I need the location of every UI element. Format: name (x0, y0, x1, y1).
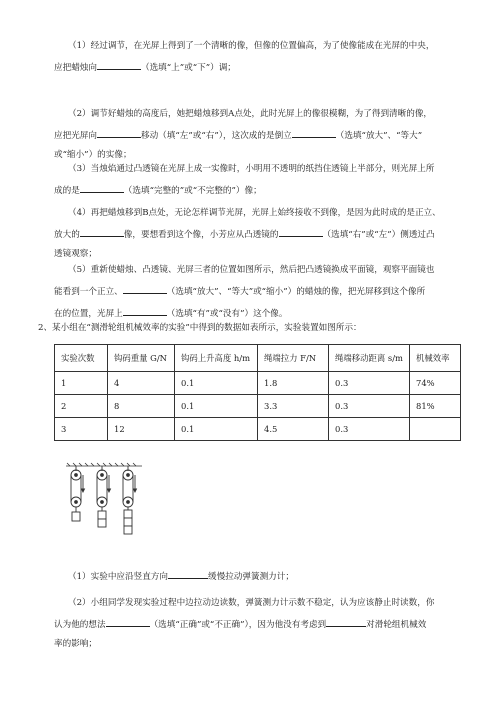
q2-title: 2、某小组在“测滑轮组机械效率的实验”中得到的数据如表所示，实验装置如图所示： (38, 323, 362, 333)
pulley-apparatus-figure (64, 462, 144, 542)
q1-4-text-d: 透镜观察； (54, 249, 97, 259)
q1-2-text-d: 或“缩小”）的实像； (54, 150, 132, 160)
answer-blank[interactable] (123, 283, 167, 294)
q1-4-text-a: 放大的 (54, 230, 80, 240)
answer-blank[interactable] (168, 568, 208, 579)
table-cell: 3.3 (258, 395, 329, 418)
table-cell: 74% (409, 372, 460, 395)
q2-1-text-b: 缓慢拉动弹簧测力计； (208, 572, 294, 582)
q2-sub-2 (54, 597, 464, 651)
table-header-cell: 实验次数 (55, 345, 108, 372)
table-row (55, 395, 461, 418)
pulley-set-1 (71, 466, 85, 521)
q1-5-text-b: （选填“放大”、“等大”或“缩小”）的蜡烛的像，把光屏移到这个像所 (166, 287, 426, 297)
q1-3-text-a: 成的是 (54, 186, 80, 196)
q1-3-line1: （3）当烛焰通过凸透镜在光屏上成一实像时，小明用不透明的纸挡住透镜上半部分，则光屏上所 (68, 164, 435, 174)
q1-1-text-b: （选填“上”或“下”）调； (140, 63, 236, 73)
q1-1-text-a: 应把蜡烛向 (54, 63, 97, 73)
table-cell: 3 (55, 418, 108, 441)
q1-5-text-d: （选填“有”或“没有”）这个像。 (166, 309, 288, 319)
answer-blank[interactable] (80, 226, 124, 237)
answer-blank[interactable] (106, 616, 150, 627)
table-header-cell: 钩码上升高度 h/m (175, 345, 258, 372)
table-cell: 2 (55, 395, 108, 418)
table-header-cell: 绳端拉力 F/N (258, 345, 329, 372)
q1-4-line1: （4）再把蜡烛移到B点处，无论怎样调节光屏，光屏上始终接收不到像，是因为此时成的是正立、 (68, 208, 441, 218)
table-cell: 0.3 (329, 418, 410, 441)
table-row (55, 372, 461, 395)
pulley-set-2 (97, 466, 111, 527)
table-cell: 0.1 (175, 372, 258, 395)
table-header-cell: 钩码重量 G/N (108, 345, 175, 372)
q2-1-text-a: （1）实验中应沿竖直方向 (68, 572, 168, 582)
table-cell: 0.1 (175, 395, 258, 418)
q1-item-3 (54, 163, 464, 198)
q2-2-text-b: （选填“正确”或“不正确”），因为他没有考虑到 (149, 620, 327, 630)
table-cell: 0.1 (175, 418, 258, 441)
ceiling-support (66, 463, 142, 466)
table-header-cell: 绳端移动距离 s/m (329, 345, 410, 372)
q1-1-line1: （1）经过调节，在光屏上得到了一个清晰的像，但像的位置偏高，为了使像能成在光屏的中央， (68, 41, 435, 51)
q2-2-text-d: 率的影响； (54, 639, 97, 649)
table-cell: 12 (108, 418, 175, 441)
table-header-row (55, 345, 461, 372)
table-row (55, 418, 461, 441)
table-cell: 0.3 (329, 395, 410, 418)
answer-blank[interactable] (123, 305, 167, 316)
table-cell-empty[interactable] (409, 418, 460, 441)
q1-2-text-a: 应把光屏向 (54, 131, 97, 141)
table-header-cell: 机械效率 (409, 345, 460, 372)
q1-5-text-c: 在的位置，光屏上 (54, 309, 123, 319)
table-cell: 8 (108, 395, 175, 418)
q1-2-line1: （2）调节好蜡烛的高度后，她把蜡烛移到A点处，此时光屏上的像很模糊，为了得到清晰的像， (68, 109, 433, 119)
q1-2-text-c: （选填“放大”、“等大” (335, 131, 423, 141)
data-table (54, 344, 461, 441)
table-cell: 4.5 (258, 418, 329, 441)
q2-2-line1: （2）小组同学发现实验过程中边拉动边读数，弹簧测力计示数不稳定，认为应该静止时读数，你 (68, 598, 435, 608)
q1-item-4 (54, 207, 464, 261)
q2-2-text-a: 认为他的想法 (54, 620, 106, 630)
answer-blank[interactable] (326, 616, 366, 627)
q1-5-line1: （5）重新使蜡烛、凸透镜、光屏三者的位置如图所示，然后把凸透镜换成平面镜，观察平面镜也 (68, 265, 435, 275)
q1-3-text-b: （选填“完整的”或“不完整的”）像； (123, 186, 262, 196)
table-cell: 4 (108, 372, 175, 395)
q1-item-2 (54, 108, 464, 162)
q2-2-text-c: 对滑轮组机械效 (366, 620, 427, 630)
q1-4-text-c: （选填“右”或“左”）侧透过凸 (322, 230, 435, 240)
answer-blank[interactable] (292, 127, 336, 138)
q1-5-text-a: 能看到一个正立、 (54, 287, 123, 297)
table-cell: 1 (55, 372, 108, 395)
q2-sub-1 (54, 568, 464, 584)
pulley-set-3 (123, 466, 137, 534)
table-cell: 81% (409, 395, 460, 418)
answer-blank[interactable] (80, 182, 124, 193)
q1-item-1 (54, 40, 464, 75)
table-cell: 0.3 (329, 372, 410, 395)
answer-blank[interactable] (97, 127, 141, 138)
answer-blank[interactable] (97, 59, 141, 70)
q1-4-text-b: 像，要想看到这个像，小芳应从凸透镜的 (123, 230, 279, 240)
q1-item-5 (54, 264, 464, 321)
q1-2-text-b: 移动（填“左”或“右”），这次成的是倒立 (140, 131, 292, 141)
answer-blank[interactable] (279, 226, 323, 237)
table-cell: 1.8 (258, 372, 329, 395)
